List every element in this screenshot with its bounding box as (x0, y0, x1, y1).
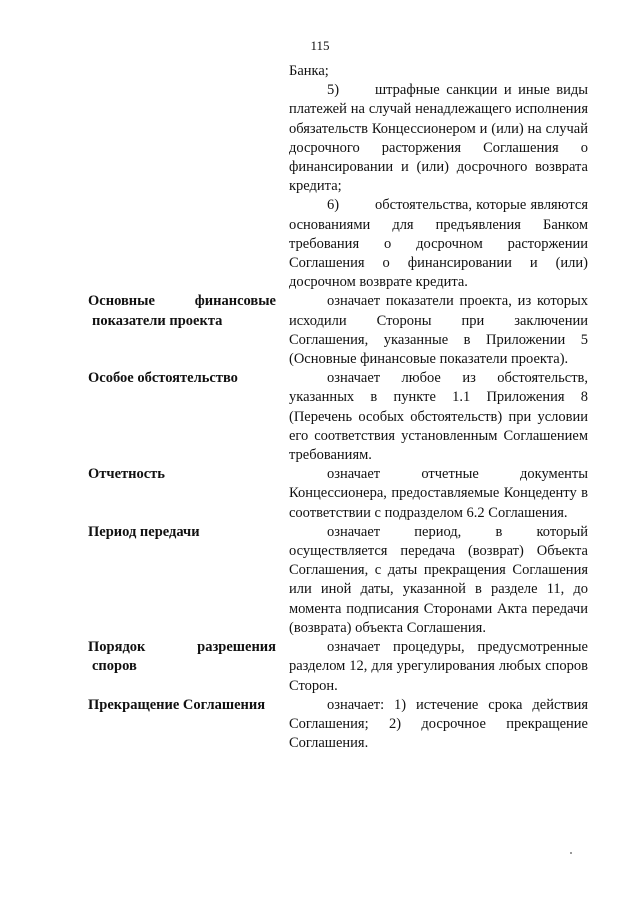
term-line: Прекращение Соглашения (88, 696, 266, 713)
empty-term-cell (88, 62, 276, 292)
term-line: Основные финансовые (88, 293, 276, 310)
list-item-number: 6) (327, 197, 340, 214)
definition-text: означает период, в который осуществляется передача (возврат) Объекта Соглашения, с даты прекращения Соглашения или иной даты, указанной в разделе 11, до момента подписания Сторонами Акта передачи (возврата) объекта Соглашения. (289, 523, 588, 636)
scan-speck (570, 852, 572, 854)
continuation-block (88, 62, 588, 292)
definition-term (88, 638, 276, 696)
document-body (88, 62, 588, 753)
definition-text: означает показатели проекта, из которых исходили Стороны при заключении Соглашения, указанные в Приложении 5 (Основные финансовые показатели проекта). (289, 293, 588, 368)
term-line: Отчетность (88, 466, 165, 483)
definition-text-cell (289, 638, 588, 696)
list-item (289, 196, 588, 292)
term-line: Период передачи (88, 523, 200, 540)
definition-term (88, 523, 276, 638)
list-item (289, 81, 588, 196)
definition-text-cell (289, 369, 588, 465)
definition-row (88, 292, 588, 369)
definition-text: означает любое из обстоятельств, указанных в пункте 1.1 Приложения 8 (Перечень особых обстоятельств) при условии его соответствия установленным Соглашением требованиям. (289, 370, 588, 464)
term-line: Порядок разрешения (88, 639, 276, 656)
definition-text-cell (289, 523, 588, 638)
definition-row (88, 369, 588, 465)
definition-term (88, 465, 276, 523)
definition-row (88, 638, 588, 696)
definition-text-cell (289, 696, 588, 754)
continuation-line: Банка; (289, 63, 329, 79)
definition-text-cell (289, 465, 588, 523)
term-line: показатели проекта (92, 312, 223, 329)
definition-term (88, 292, 276, 369)
definition-text-cell (289, 292, 588, 369)
definition-row (88, 523, 588, 638)
list-item-text: обстоятельства, которые являются основаниями для предъявления Банком требования о досрочном расторжении Соглашения о финансировании и (или) досрочном возврате кредита. (289, 197, 588, 291)
term-line: споров (92, 658, 137, 675)
term-line: Особое обстоятельство (88, 370, 238, 387)
definition-row (88, 696, 588, 754)
list-item-number: 5) (327, 82, 340, 99)
definition-text: означает процедуры, предусмотренные разделом 12, для урегулирования любых споров Сторон. (289, 639, 588, 694)
definition-term (88, 696, 276, 754)
definition-row (88, 465, 588, 523)
definition-term (88, 369, 276, 465)
definition-text: означает: 1) истечение срока действия Соглашения; 2) досрочное прекращение Соглашения. (289, 696, 588, 752)
list-item-text: штрафные санкции и иные виды платежей на случай ненадлежащего исполнения обязательств Концессионером и (или) на случай досрочного расторжения Соглашения о финансировании и (или) досрочного возврата кредита; (289, 82, 588, 195)
page-number: 115 (310, 38, 330, 53)
continuation-definition (289, 62, 588, 292)
definition-text: означает отчетные документы Концессионера, предоставляемые Концеденту в соответствии с подразделом 6.2 Соглашения. (289, 466, 588, 521)
